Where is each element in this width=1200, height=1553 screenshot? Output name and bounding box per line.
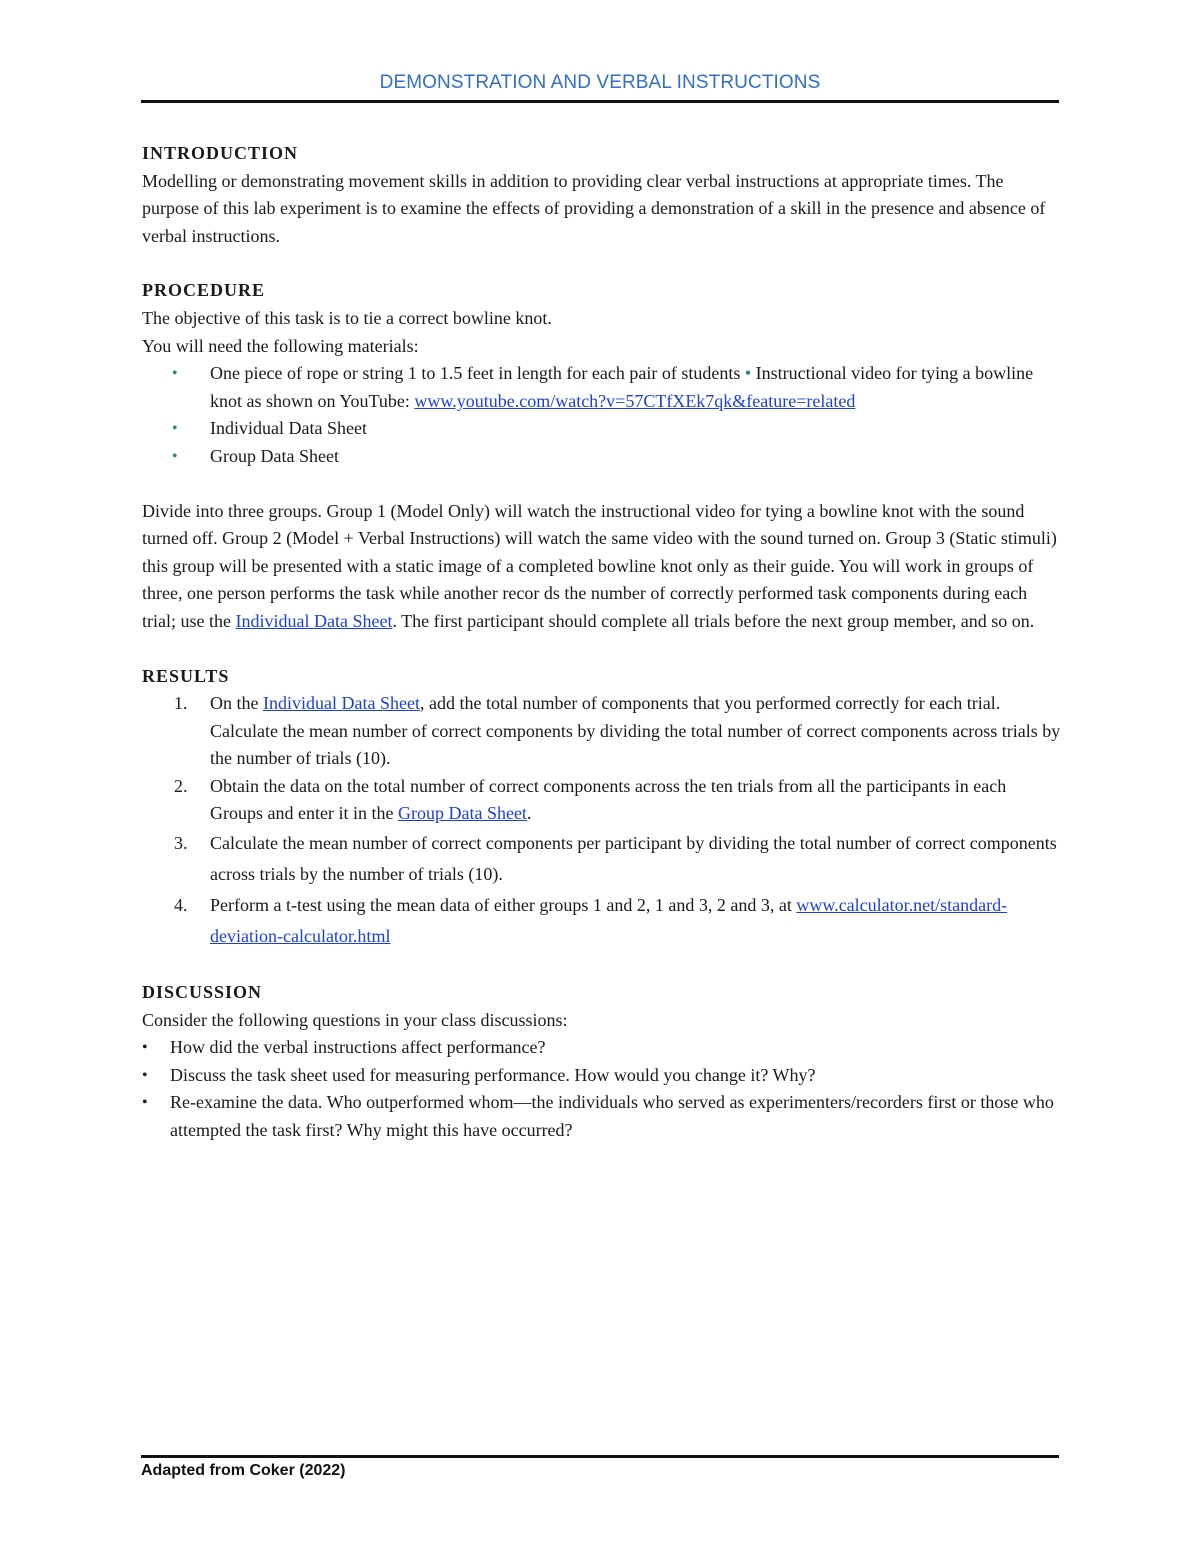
results-list bbox=[142, 690, 1062, 952]
item-text: Perform a t-test using the mean data of either groups 1 and 2, 1 and 3, 2 and 3, at bbox=[210, 895, 797, 916]
materials-list bbox=[142, 360, 1062, 470]
item-number: 2. bbox=[174, 775, 188, 796]
footer-rule bbox=[141, 1455, 1059, 1458]
document-body bbox=[142, 140, 1062, 1145]
paragraph-text: Divide into three groups. Group 1 (Model Only) will watch the instructional video for tying a bowline knot with the sound turned off. Group 2 (Model + Verbal Instructions) will watch the same video with the sound turned on. Group 3 (Static stimuli) this group will be presented with a static image of a completed bowline knot only as their guide. You will work in groups of three, one person performs the task while another recor ds the number of correctly performed task components during each trial; use the bbox=[142, 500, 1057, 631]
procedure-paragraph bbox=[142, 498, 1062, 636]
discussion-section bbox=[142, 979, 1062, 1145]
bullet-icon: • bbox=[172, 447, 178, 465]
youtube-link[interactable]: www.youtube.com/watch?v=57CTfXEk7qk&feature=related bbox=[414, 390, 856, 411]
item-number: 1. bbox=[174, 693, 188, 714]
individual-data-sheet-link[interactable]: Individual Data Sheet bbox=[235, 610, 393, 631]
question-text: Re-examine the data. Who outperformed whom—the individuals who served as experimenters/recorders first or those who attempted the task first? Why might this have occurred? bbox=[170, 1092, 1054, 1141]
discussion-intro: Consider the following questions in your class discussions: bbox=[142, 1009, 568, 1030]
list-item bbox=[142, 1034, 1062, 1062]
list-item bbox=[142, 1062, 1062, 1090]
item-text: On the bbox=[210, 693, 263, 714]
material-text: Individual Data Sheet bbox=[210, 418, 367, 439]
individual-data-sheet-link[interactable]: Individual Data Sheet bbox=[263, 693, 420, 714]
item-text: Calculate the mean number of correct components per participant by dividing the total number of correct components across trials by the number of trials (10). bbox=[210, 833, 1057, 885]
discussion-heading: DISCUSSION bbox=[142, 982, 263, 1003]
introduction-section bbox=[142, 140, 1062, 250]
results-section bbox=[142, 663, 1062, 953]
bullet-icon: • bbox=[142, 1066, 148, 1084]
procedure-objective: The objective of this task is to tie a correct bowline knot. bbox=[142, 307, 552, 328]
bullet-icon: • bbox=[142, 1094, 148, 1112]
item-number: 3. bbox=[174, 833, 188, 854]
header-rule bbox=[141, 100, 1059, 103]
procedure-heading: PROCEDURE bbox=[142, 280, 266, 301]
list-item bbox=[174, 828, 1062, 890]
bullet-icon: • bbox=[172, 420, 178, 438]
introduction-text: Modelling or demonstrating movement skills in addition to providing clear verbal instructions at appropriate times. The purpose of this lab experiment is to examine the effects of providing a demonstration of a skill in the presence and absence of verbal instructions. bbox=[142, 170, 1046, 246]
item-text: . bbox=[526, 803, 532, 824]
bullet-icon: • bbox=[744, 363, 752, 384]
bullet-icon: • bbox=[172, 365, 178, 383]
bullet-icon: • bbox=[142, 1039, 148, 1057]
list-item bbox=[174, 690, 1062, 773]
paragraph-text: . The first participant should complete all trials before the next group member, and so on. bbox=[392, 610, 1035, 631]
procedure-section bbox=[142, 277, 1062, 635]
page-header-title: DEMONSTRATION AND VERBAL INSTRUCTIONS bbox=[379, 72, 821, 93]
list-item bbox=[142, 1089, 1062, 1144]
discussion-list bbox=[142, 1034, 1062, 1144]
list-item bbox=[174, 773, 1062, 828]
material-text: Instructional video for tying a bowline knot as shown on YouTube: bbox=[210, 363, 1034, 411]
material-text: Group Data Sheet bbox=[210, 445, 339, 466]
question-text: Discuss the task sheet used for measuring performance. How would you change it? Why? bbox=[170, 1064, 816, 1085]
footer-citation: Adapted from Coker (2022) bbox=[141, 1462, 346, 1479]
material-text: One piece of rope or string 1 to 1.5 feet in length for each pair of students bbox=[210, 363, 745, 384]
list-item bbox=[172, 415, 1062, 443]
results-heading: RESULTS bbox=[142, 665, 230, 686]
list-item bbox=[174, 890, 1062, 952]
item-text: Obtain the data on the total number of correct components across the ten trials from all the participants in each Groups and enter it in the bbox=[210, 775, 1007, 824]
item-text: , add the total number of components that you performed correctly for each trial. Calculate the mean number of correct components by dividing the total number of correct components across trials by the number of trials (10). bbox=[210, 693, 1061, 769]
question-text: How did the verbal instructions affect performance? bbox=[170, 1037, 546, 1058]
item-number: 4. bbox=[174, 895, 188, 916]
introduction-heading: INTRODUCTION bbox=[142, 143, 299, 163]
calculator-link[interactable]: www.calculator.net/standard-deviation-calculator.html bbox=[210, 895, 1008, 947]
materials-intro: You will need the following materials: bbox=[142, 335, 419, 356]
list-item bbox=[172, 360, 1062, 415]
list-item bbox=[172, 443, 1062, 471]
group-data-sheet-link[interactable]: Group Data Sheet bbox=[397, 803, 527, 824]
